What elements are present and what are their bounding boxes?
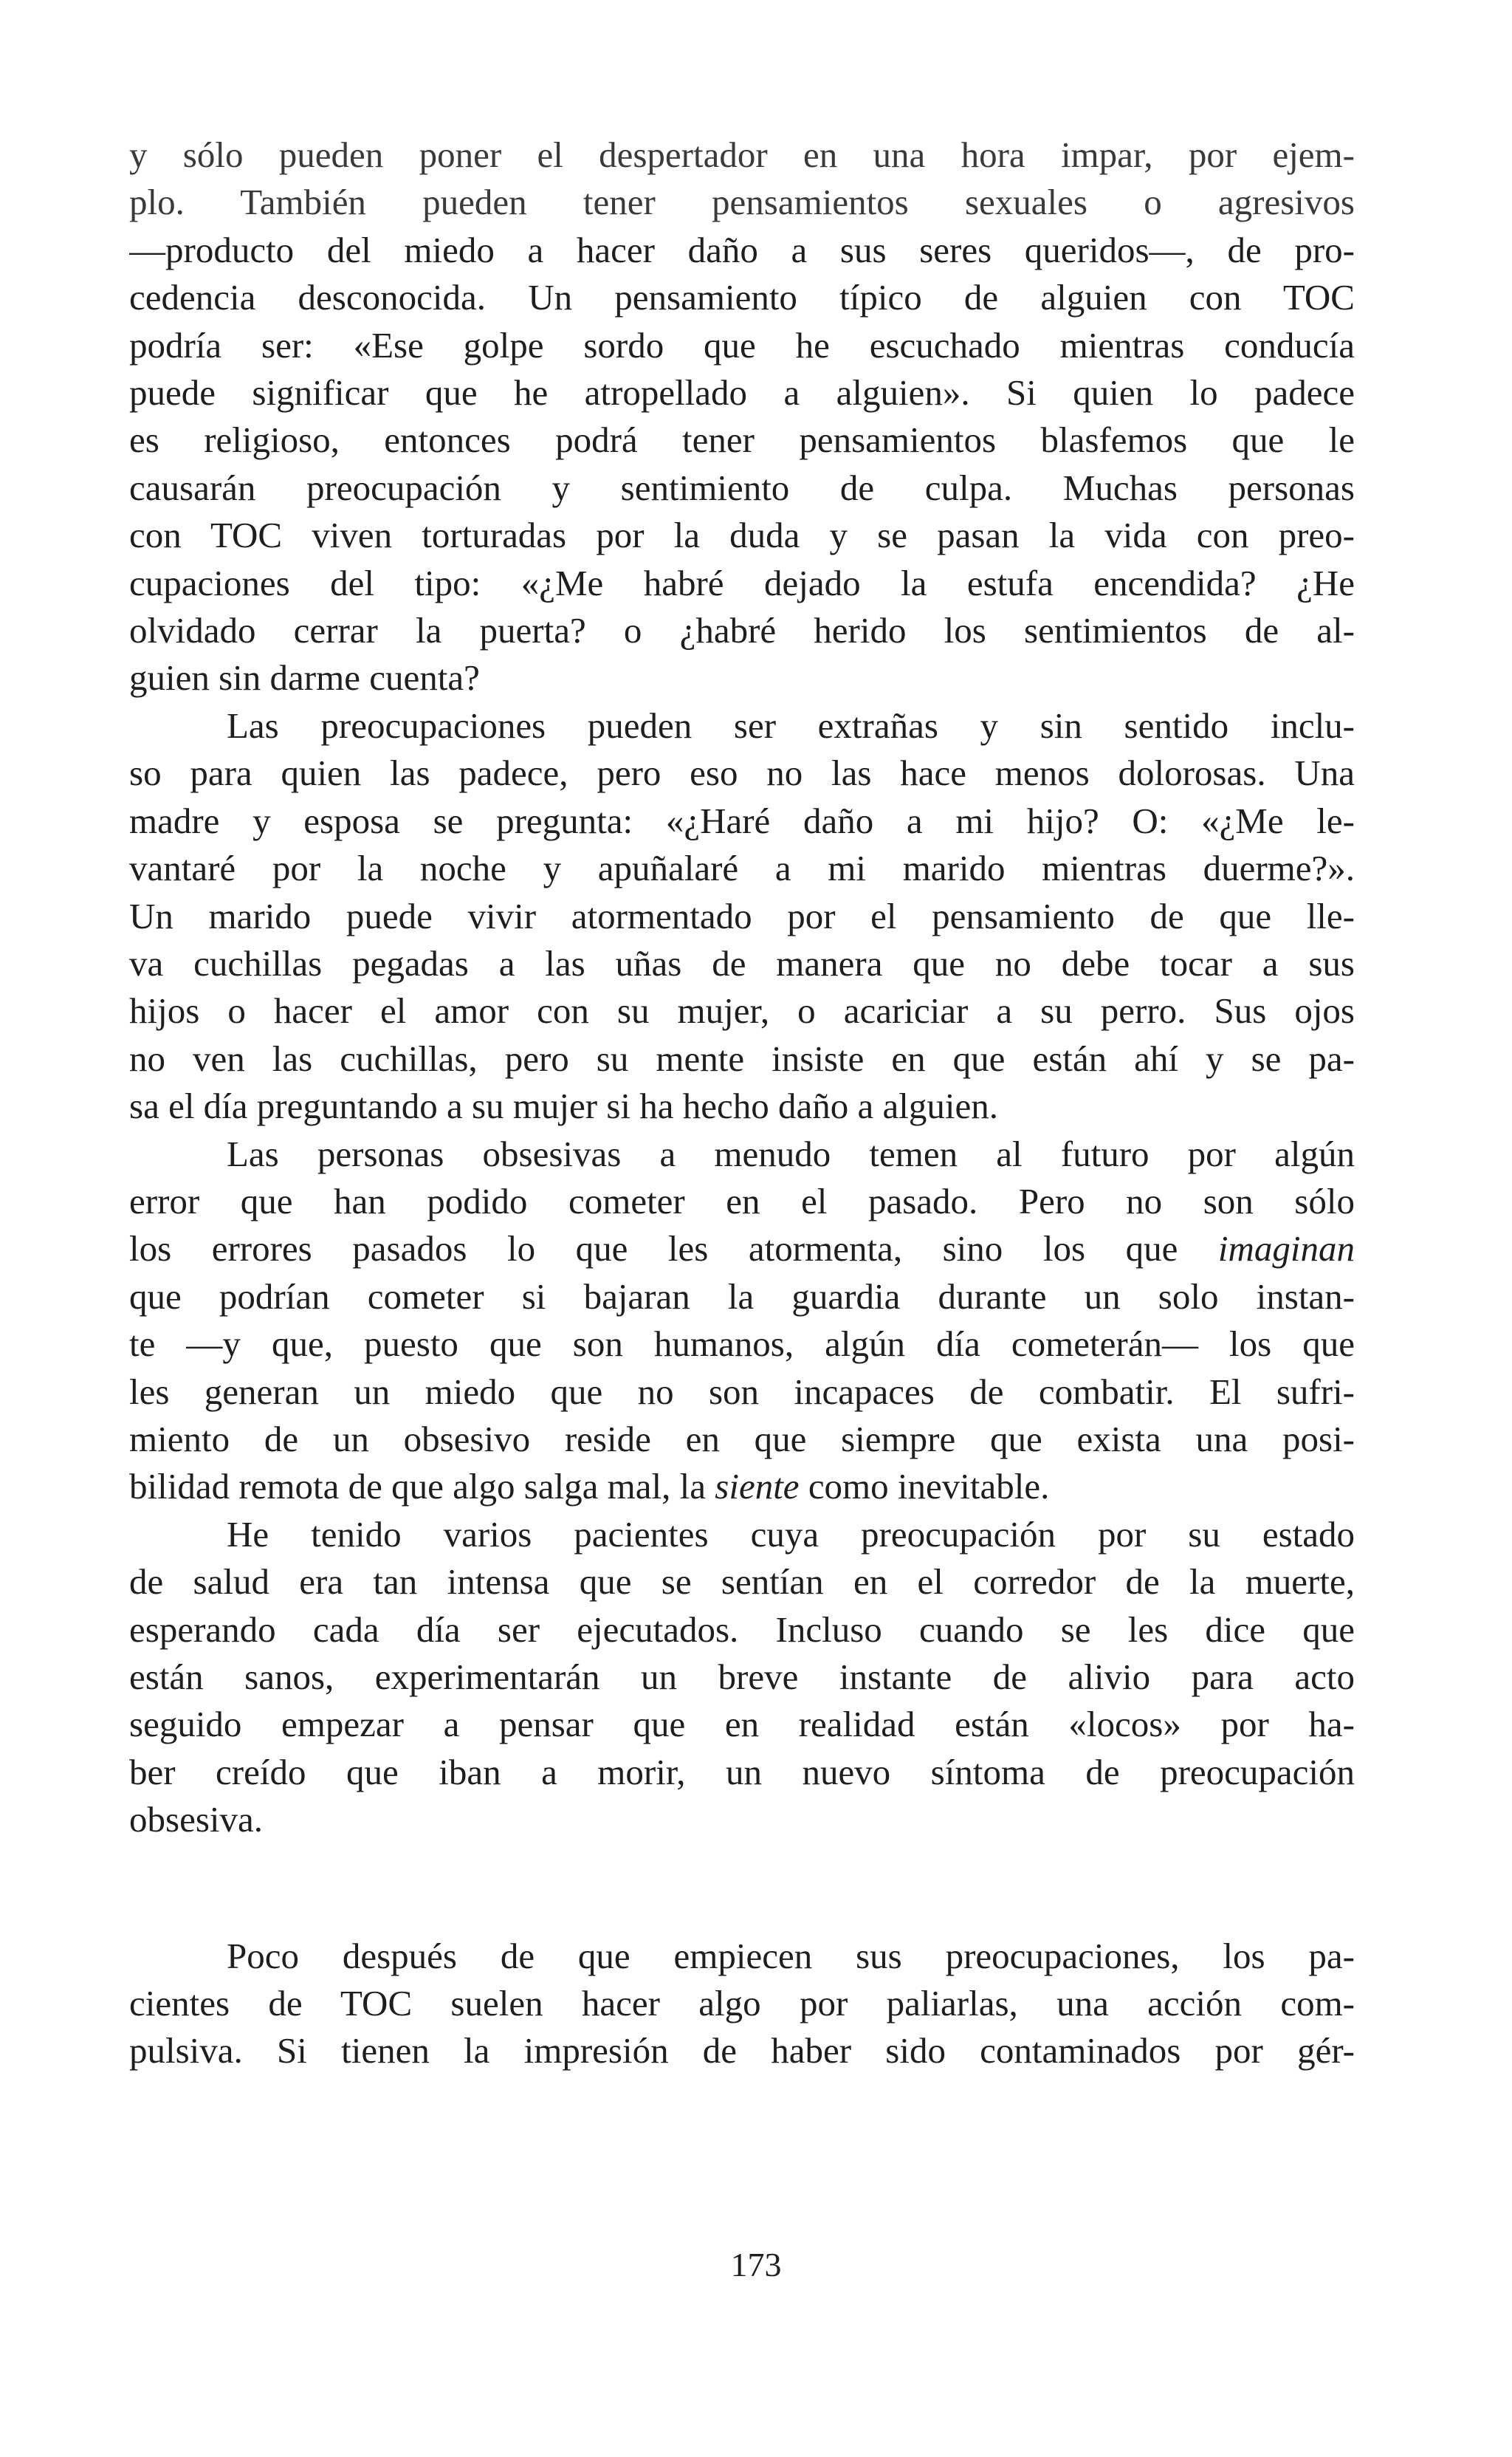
text-line: va cuchillas pegadas a las uñas de manera que no debe tocar a sus <box>129 942 1355 984</box>
text-line: esperando cada día ser ejecutados. Incluso cuando se les dice que <box>129 1608 1355 1650</box>
text-line: y sólo pueden poner el despertador en una hora impar, por ejem- <box>129 134 1355 175</box>
text-line: causarán preocupación y sentimiento de culpa. Muchas personas <box>129 467 1355 508</box>
text-line: Las preocupaciones pueden ser extrañas y sin sentido inclu- <box>227 705 1355 746</box>
text-line: so para quien las padece, pero eso no las hace menos dolorosas. Una <box>129 753 1355 794</box>
text-line: les generan un miedo que no son incapaces de combatir. El sufri- <box>129 1371 1355 1412</box>
text-line <box>129 1463 1355 1510</box>
text-line: miento de un obsesivo reside en que siempre que exista una posi- <box>129 1418 1355 1459</box>
text-line: obsesiva. <box>129 1799 263 1840</box>
text-fragment: como inevitable. <box>808 1466 1050 1507</box>
text-line: están sanos, experimentarán un breve instante de alivio para acto <box>129 1656 1355 1697</box>
paragraph-5 <box>129 1933 1355 2075</box>
text-line: pulsiva. Si tienen la impresión de haber sido contaminados por gér- <box>129 2030 1355 2072</box>
text-line: guien sin darme cuenta? <box>129 657 480 699</box>
text-line: madre y esposa se pregunta: «¿Haré daño a mi hijo? O: «¿Me le- <box>129 800 1355 841</box>
emphasis-imaginan: imaginan <box>1217 1228 1355 1269</box>
text-line: seguido empezar a pensar que en realidad están «locos» por ha- <box>129 1704 1355 1745</box>
text-line: que podrían cometer si bajaran la guardia durante un solo instan- <box>129 1275 1355 1317</box>
text-line: vantaré por la noche y apuñalaré a mi marido mientras duerme?». <box>129 848 1355 889</box>
text-line: cientes de TOC suelen hacer algo por paliarlas, una acción com- <box>129 1983 1355 2024</box>
page-number: 173 <box>730 2246 782 2283</box>
paragraph-3 <box>129 1131 1355 1511</box>
text-line: error que han podido cometer en el pasado. Pero no son sólo <box>129 1180 1355 1221</box>
paragraph-4 <box>129 1511 1355 1844</box>
text-line: Las personas obsesivas a menudo temen al futuro por algún <box>227 1133 1355 1174</box>
text-line: te —y que, puesto que son humanos, algún día cometerán— los que <box>129 1323 1355 1365</box>
text-line: sa el día preguntando a su mujer si ha hecho daño a alguien. <box>129 1086 998 1127</box>
section-gap <box>129 1844 1355 1933</box>
text-line: puede significar que he atropellado a alguien». Si quien lo padece <box>129 372 1355 414</box>
text-line: olvidado cerrar la puerta? o ¿habré herido los sentimientos de al- <box>129 610 1355 651</box>
text-line: cupaciones del tipo: «¿Me habré dejado la estufa encendida? ¿He <box>129 562 1355 603</box>
text-line: de salud era tan intensa que se sentían en el corredor de la muerte, <box>129 1561 1355 1603</box>
text-line: Un marido puede vivir atormentado por el pensamiento de que lle- <box>129 895 1355 936</box>
text-line: —producto del miedo a hacer daño a sus seres queridos—, de pro- <box>129 229 1355 270</box>
paragraph-1 <box>129 131 1355 702</box>
text-line: podría ser: «Ese golpe sordo que he escuchado mientras conducía <box>129 324 1355 366</box>
text-fragment: los errores pasados lo que les atormenta, sino los que <box>129 1228 1178 1269</box>
text-line: no ven las cuchillas, pero su mente insiste en que están ahí y se pa- <box>129 1038 1355 1079</box>
text-line: hijos o hacer el amor con su mujer, o acariciar a su perro. Sus ojos <box>129 990 1355 1032</box>
text-line: es religioso, entonces podrá tener pensamientos blasfemos que le <box>129 419 1355 461</box>
text-line: He tenido varios pacientes cuya preocupación por su estado <box>227 1513 1355 1555</box>
text-line <box>129 1225 1355 1272</box>
text-line: Poco después de que empiecen sus preocupaciones, los pa- <box>227 1935 1355 1976</box>
emphasis-siente: siente <box>715 1466 800 1507</box>
page-body <box>129 131 1355 2075</box>
paragraph-2 <box>129 702 1355 1131</box>
text-line: plo. También pueden tener pensamientos sexuales o agresivos <box>129 182 1355 223</box>
text-line: cedencia desconocida. Un pensamiento típico de alguien con TOC <box>129 277 1355 318</box>
text-line: con TOC viven torturadas por la duda y se pasan la vida con preo- <box>129 515 1355 556</box>
text-line: ber creído que iban a morir, un nuevo síntoma de preocupación <box>129 1751 1355 1792</box>
text-fragment: bilidad remota de que algo salga mal, la <box>129 1466 707 1507</box>
